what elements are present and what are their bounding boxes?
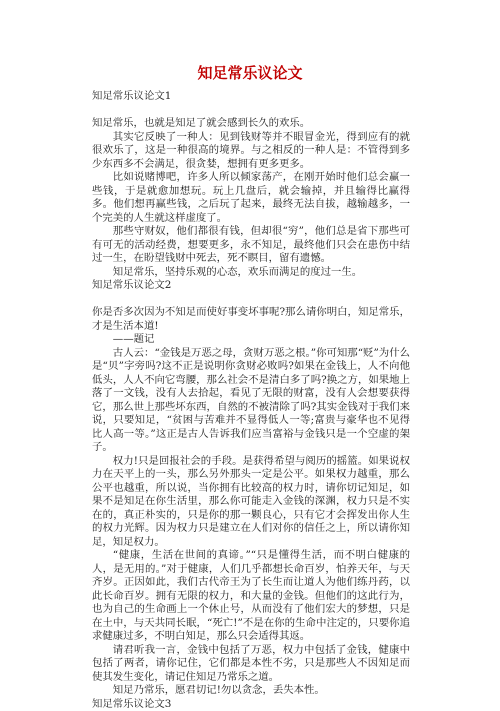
paragraph: 知足常乐，也就是知足了就会感到长久的欢乐。	[92, 117, 410, 131]
paragraph: 古人云：“金钱是万恶之母，贪财万恶之根。”你可知那“贬”为什么是“贝”字旁吗?这不正是说明你贪财必败吗?如果在金钱上，人不向他低头，人人不向它弯腰，那么社会不是清白多了吗?换之方，如果地上落了一文钱，没有人去拾起，看见了无限的财富，没有人会想要获得它，那么世上那些坏东西，自然的不被清除了吗?其实金钱对于我们来说，只要知足，“贫困与苦难并不显得低人一等;富贵与豪华也不见得比人高一等。”这正是古人告诉我们应当富裕与金钱只是一个空虚的架子。	[92, 347, 410, 455]
paragraph: 知足乃常乐，愿君切记!勿以贪念，丢失本性。	[92, 684, 410, 698]
paragraph: 知足常乐，坚持乐观的心态，欢乐而满足的度过一生。	[92, 266, 410, 280]
document-title: 知足常乐议论文	[0, 64, 500, 82]
paragraph: 你是否多次因为不知足而使好事变坏事呢?那么请你明白，知足常乐，才是生活本道!	[92, 306, 410, 333]
section-heading: 知足常乐议论文2	[92, 279, 410, 293]
paragraph: 权力!只是回报社会的手段。是获得希望与阅历的摇篮。如果说权力在天平上的一头，那么另外那头一定是公平。如果权力越重，那么公平也越重，所以说，当你拥有比较高的权力时，请你切记知足，如果不是知足在你生活里，那么你可能走入金钱的深渊，权力只是不实在的，真正朴实的，只是你的那一颗良心，只有它才会挥发出你人生的权力光辉。因为权力只是建立在人们对你的信任之上，所以请你知足，知足权力。	[92, 455, 410, 550]
section-heading: 知足常乐议论文3	[92, 698, 410, 711]
paragraph: 那些守财奴，他们都很有钱，但却很“穷”，他们总是省下那些可有可无的活动经费，想要更多，永不知足，最终他们只会在患伤中结过一生，在盼望钱财中死去，死不瞑目，留有遗憾。	[92, 225, 410, 266]
section-heading: 知足常乐议论文1	[92, 90, 410, 104]
document-body	[92, 90, 410, 711]
paragraph: “健康，生活在世间的真谛。”“只是懂得生活，而不明白健康的人，是无用的。”对于健康，人们几乎都想长命百岁，怕养天年，与天齐岁。正因如此，我们古代帝王为了长生而让道人为他们练丹药，以此长命百岁。拥有无限的权力，和大量的金钱。但他们的这此行为，也为自己的生命画上一个休止号，从而没有了他们宏大的梦想，只是在土中，与天共同长眠，“死亡!”不是在你的生命中注定的，只要你追求健康过多，不明白知足，那么只会适得其返。	[92, 549, 410, 644]
paragraph: ——题记	[92, 333, 410, 347]
paragraph: 请君听我一言，金钱中包括了万恶，权力中包括了金钱，健康中包括了两者，请你记住，它们都是本性不劣，只是那些人不因知足而使其发生变化，请记住知足乃常乐之道。	[92, 644, 410, 685]
paragraph: 比如说赌博吧，许多人所以倾家荡产，在刚开始时他们总会赢一些钱，于是就愈加想玩。玩上几盘后，就会输掉，并且输得比赢得多。他们想再赢些钱，之后玩了起来，最终无法自拔，越输越多，一个完美的人生就这样虚度了。	[92, 171, 410, 225]
paragraph: 其实它反映了一种人：见到钱财等并不眼冒金光，得到应有的就很欢乐了，这是一种很高的境界。与之相反的一种人是：不管得到多少东西多不会满足，很贪婪，想拥有更多更多。	[92, 131, 410, 172]
